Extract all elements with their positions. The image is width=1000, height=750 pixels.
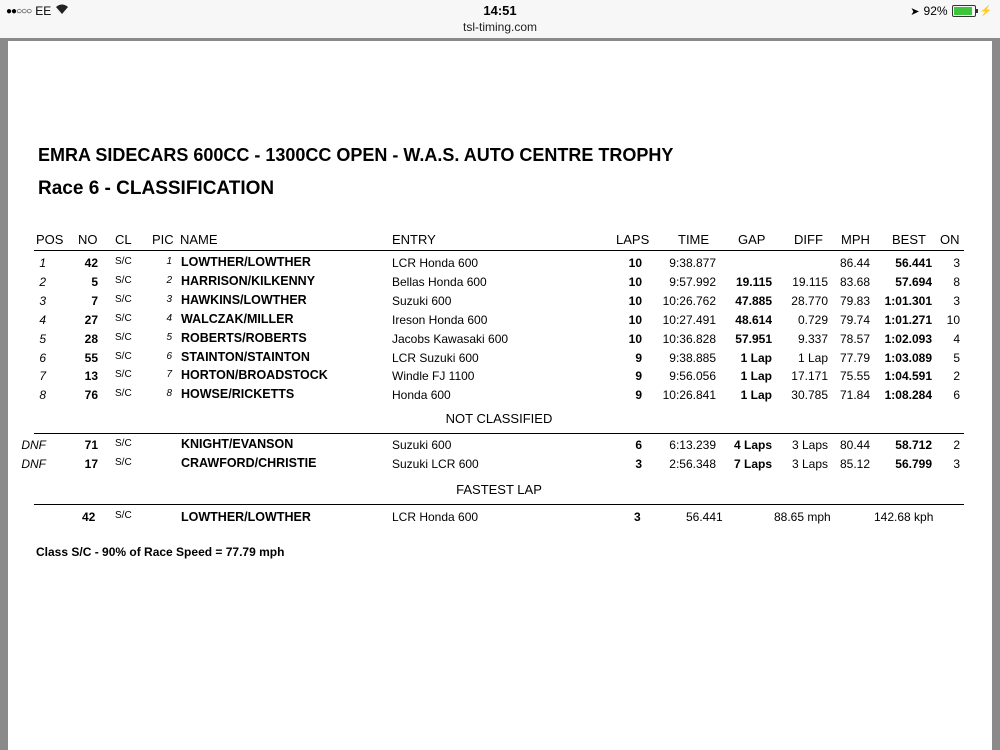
cell-best: 56.441 <box>895 256 932 270</box>
cell-entry: Bellas Honda 600 <box>392 274 487 289</box>
cell-time: 9:56.056 <box>669 369 716 384</box>
col-no-header: NO <box>78 232 98 247</box>
cell-laps: 6 <box>635 438 642 452</box>
cell-pos: 1 <box>39 256 46 270</box>
cell-laps: 10 <box>628 312 642 327</box>
cell-mph: 71.84 <box>839 388 870 403</box>
cell-name: HAWKINS/LOWTHER <box>181 292 307 307</box>
cell-mph: 77.79 <box>839 350 870 365</box>
cell-on: 3 <box>953 293 960 308</box>
cell-diff: 9.337 <box>797 331 828 346</box>
cell-no: 71 <box>84 438 98 452</box>
cell-diff: 30.785 <box>791 388 828 403</box>
cell-no: 5 <box>91 274 98 289</box>
cell-gap: 19.115 <box>735 274 772 289</box>
cell-name: LOWTHER/LOWTHER <box>181 255 311 269</box>
results-page <box>8 41 992 750</box>
cell-gap: 48.614 <box>735 312 772 327</box>
cell-name: CRAWFORD/CHRISTIE <box>181 455 317 470</box>
cell-mph: 79.74 <box>839 312 870 327</box>
cell-pos: 7 <box>39 369 46 384</box>
cell-entry: Jacobs Kawasaki 600 <box>392 331 509 346</box>
status-time: 14:51 <box>483 3 517 18</box>
cell-cl: S/C <box>115 438 132 449</box>
col-name-header: NAME <box>180 232 218 247</box>
race-speed-footnote: Class S/C - 90% of Race Speed = 77.79 mph <box>36 545 285 559</box>
battery-icon <box>952 5 976 17</box>
header-divider <box>34 250 964 251</box>
cell-name: ROBERTS/ROBERTS <box>181 330 307 345</box>
cell-entry: Suzuki 600 <box>392 293 452 308</box>
cell-laps: 10 <box>628 256 642 270</box>
cell-laps: 9 <box>635 388 642 403</box>
col-diff-header: DIFF <box>794 232 823 247</box>
col-on-header: ON <box>940 232 960 247</box>
col-pos-header: POS <box>36 232 64 247</box>
fl-name: LOWTHER/LOWTHER <box>181 510 311 524</box>
cell-diff: 1 Lap <box>797 350 828 365</box>
cell-pic: 6 <box>166 350 172 362</box>
fl-no: 42 <box>82 510 96 524</box>
cell-pos: 5 <box>39 331 46 346</box>
cell-best: 1:01.271 <box>884 312 932 327</box>
cell-pic: 4 <box>166 312 172 324</box>
fastest-lap-heading: FASTEST LAP <box>456 482 542 497</box>
cell-mph: 83.68 <box>839 274 870 289</box>
col-mph-header: MPH <box>841 232 870 247</box>
cell-diff: 17.171 <box>791 369 828 384</box>
cell-pic: 1 <box>166 256 172 267</box>
cell-gap: 1 Lap <box>740 369 772 384</box>
cell-mph: 78.57 <box>839 331 870 346</box>
cell-cl: S/C <box>115 293 132 305</box>
cell-cl: S/C <box>115 388 132 400</box>
cell-laps: 3 <box>635 456 642 471</box>
cell-time: 10:27.491 <box>662 312 716 327</box>
col-laps-header: LAPS <box>616 232 650 247</box>
cell-mph: 79.83 <box>839 293 870 308</box>
cell-pos: 6 <box>39 350 46 365</box>
event-title: EMRA SIDECARS 600CC - 1300CC OPEN - W.A.S. AUTO CENTRE TROPHY <box>38 145 674 165</box>
carrier-label: EE <box>35 4 52 18</box>
cell-best: 1:02.093 <box>884 331 932 346</box>
cell-on: 5 <box>953 350 960 365</box>
cell-on: 2 <box>953 369 960 384</box>
cell-entry: Suzuki LCR 600 <box>392 456 479 471</box>
cell-cl: S/C <box>115 312 132 324</box>
cell-time: 9:57.992 <box>669 274 716 289</box>
cell-pic: 8 <box>166 388 172 400</box>
cell-no: 76 <box>84 388 98 403</box>
cell-gap: 1 Lap <box>740 350 772 365</box>
cell-entry: Suzuki 600 <box>392 438 452 452</box>
col-cl-header: CL <box>115 232 132 247</box>
cell-on: 8 <box>953 274 960 289</box>
cell-gap: 47.885 <box>735 293 772 308</box>
status-right <box>910 4 992 18</box>
cell-on: 6 <box>953 388 960 403</box>
fl-kph: 142.68 kph <box>874 510 934 524</box>
cell-cl: S/C <box>115 256 132 267</box>
cell-best: 57.694 <box>895 274 932 289</box>
cell-time: 10:26.762 <box>662 293 716 308</box>
document-viewer[interactable] <box>0 38 1000 750</box>
cell-diff: 0.729 <box>797 312 828 327</box>
cell-on: 4 <box>953 331 960 346</box>
cell-pic: 7 <box>166 369 172 381</box>
cell-entry: Ireson Honda 600 <box>392 312 488 327</box>
cell-entry: Honda 600 <box>392 388 451 403</box>
cell-best: 1:01.301 <box>884 293 932 308</box>
col-time-header: TIME <box>678 232 710 247</box>
cell-no: 17 <box>84 456 98 471</box>
cell-time: 9:38.877 <box>669 256 716 270</box>
cell-cl: S/C <box>115 456 132 468</box>
cell-no: 27 <box>84 312 98 327</box>
col-gap-header: GAP <box>738 232 766 247</box>
cell-mph: 80.44 <box>839 438 870 452</box>
cell-mph: 75.55 <box>839 369 870 384</box>
cell-gap: 57.951 <box>735 331 772 346</box>
cell-time: 10:26.841 <box>662 388 716 403</box>
cell-no: 42 <box>84 256 98 270</box>
cell-pic: 2 <box>166 274 172 286</box>
cell-diff: 3 Laps <box>791 438 828 452</box>
cell-best: 1:08.284 <box>884 388 932 403</box>
cell-on: 10 <box>946 312 960 327</box>
cell-laps: 10 <box>628 274 642 289</box>
col-best-header: BEST <box>892 232 926 247</box>
cell-pos: DNF <box>21 456 46 471</box>
cell-no: 7 <box>91 293 98 308</box>
cell-gap: 1 Lap <box>740 388 772 403</box>
location-arrow-icon: ➤ <box>910 5 920 18</box>
cell-pos: 2 <box>39 274 46 289</box>
cell-on: 3 <box>953 456 960 471</box>
cell-no: 13 <box>84 369 98 384</box>
battery-percent: 92% <box>923 4 948 18</box>
cell-mph: 86.44 <box>839 256 870 270</box>
cell-pos: 8 <box>39 388 46 403</box>
cell-cl: S/C <box>115 331 132 343</box>
cell-entry: LCR Honda 600 <box>392 256 479 270</box>
not-classified-divider <box>34 433 964 434</box>
cell-diff: 19.115 <box>792 274 828 289</box>
signal-icon: ●●○○○ <box>6 5 32 17</box>
cell-name: HORTON/BROADSTOCK <box>181 368 328 383</box>
cell-time: 10:36.828 <box>662 331 716 346</box>
cell-laps: 10 <box>628 331 642 346</box>
cell-no: 55 <box>84 350 98 365</box>
cell-pos: 3 <box>39 293 46 308</box>
cell-entry: LCR Suzuki 600 <box>392 350 479 365</box>
address-bar-url[interactable]: tsl-timing.com <box>462 20 537 34</box>
cell-name: HARRISON/KILKENNY <box>181 273 316 288</box>
col-pic-header: PIC <box>152 232 174 247</box>
fl-lap: 3 <box>634 510 641 524</box>
cell-gap: 4 Laps <box>733 438 772 452</box>
cell-entry: Windle FJ 1100 <box>392 369 475 384</box>
cell-gap: 7 Laps <box>733 456 772 471</box>
fl-entry: LCR Honda 600 <box>392 510 479 524</box>
cell-pic: 3 <box>166 293 172 305</box>
cell-best: 1:04.591 <box>884 369 932 384</box>
cell-laps: 9 <box>635 350 642 365</box>
col-entry-header: ENTRY <box>392 232 436 247</box>
charging-bolt-icon: ⚡ <box>979 5 992 17</box>
cell-best: 58.712 <box>895 438 932 452</box>
cell-best: 1:03.089 <box>884 350 932 365</box>
cell-laps: 10 <box>628 293 642 308</box>
cell-diff: 3 Laps <box>791 456 828 471</box>
cell-name: KNIGHT/EVANSON <box>181 437 294 451</box>
cell-on: 3 <box>953 256 960 270</box>
fastest-lap-divider <box>34 504 964 505</box>
cell-time: 2:56.348 <box>669 456 716 471</box>
cell-name: WALCZAK/MILLER <box>181 311 294 326</box>
cell-pic: 5 <box>166 331 172 343</box>
cell-laps: 9 <box>635 369 642 384</box>
cell-no: 28 <box>84 331 98 346</box>
cell-cl: S/C <box>115 350 132 362</box>
cell-time: 9:38.885 <box>669 350 716 365</box>
cell-best: 56.799 <box>895 456 932 471</box>
cell-pos: DNF <box>21 438 46 452</box>
fl-class: S/C <box>115 510 132 521</box>
cell-diff: 28.770 <box>791 293 828 308</box>
cell-pos: 4 <box>39 312 46 327</box>
cell-time: 6:13.239 <box>669 438 716 452</box>
cell-name: HOWSE/RICKETTS <box>181 387 295 402</box>
status-bar <box>0 0 1000 38</box>
race-title: Race 6 - CLASSIFICATION <box>38 178 275 199</box>
fl-mph: 88.65 mph <box>774 510 831 524</box>
cell-cl: S/C <box>115 274 132 286</box>
cell-name: STAINTON/STAINTON <box>181 349 310 364</box>
not-classified-heading: NOT CLASSIFIED <box>445 411 553 426</box>
fl-time: 56.441 <box>686 510 723 524</box>
cell-mph: 85.12 <box>839 456 870 471</box>
cell-on: 2 <box>953 438 960 452</box>
cell-cl: S/C <box>115 369 132 381</box>
